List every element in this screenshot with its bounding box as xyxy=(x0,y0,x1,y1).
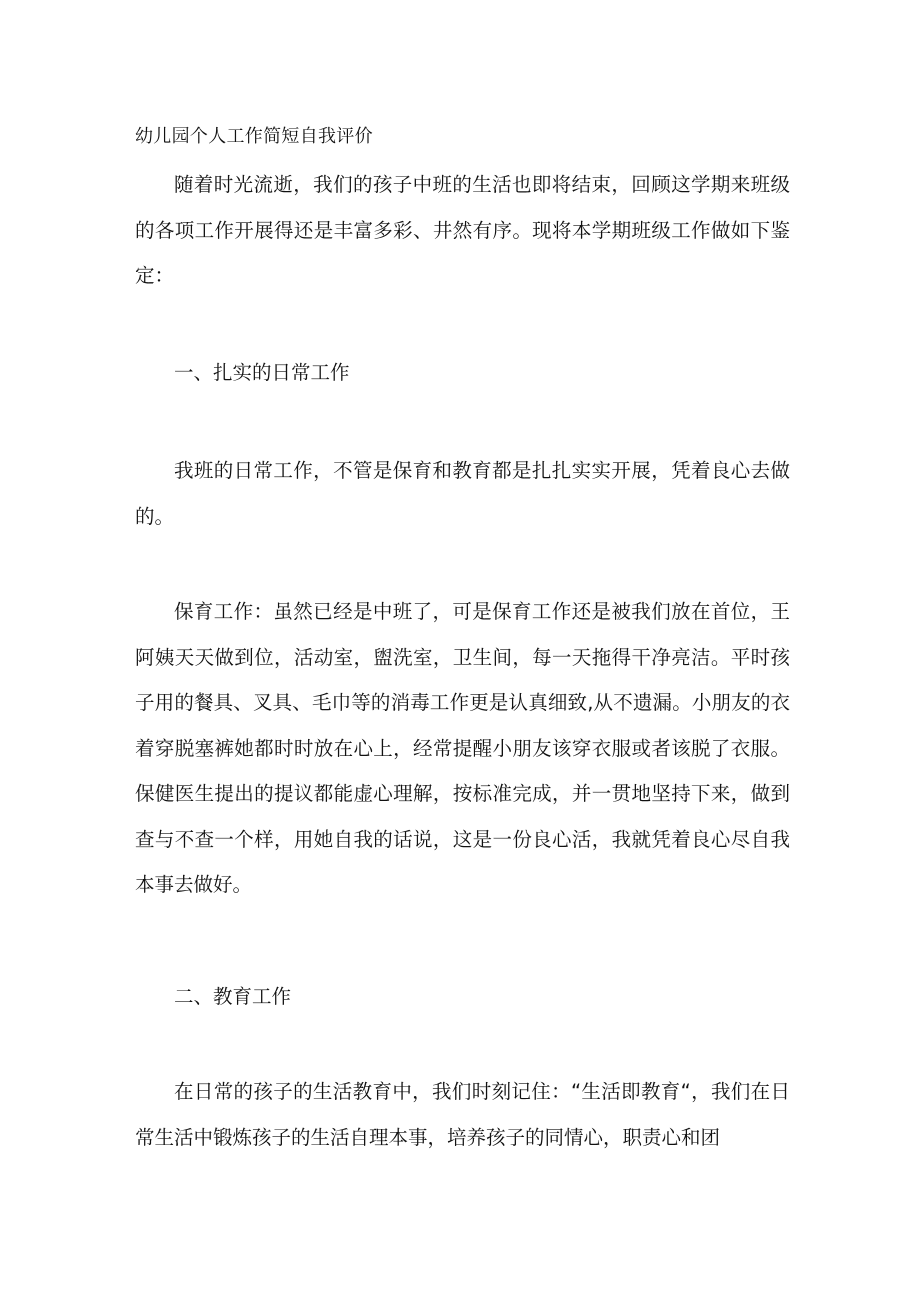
section-heading-daily-work: 一、扎实的日常工作 xyxy=(174,361,350,384)
intro-paragraph: 随着时光流逝，我们的孩子中班的生活也即将结束，回顾这学期来班级的各项工作开展得还是丰富多彩、井然有序。现将本学期班级工作做如下鉴定： xyxy=(135,173,790,287)
daily-work-paragraph: 我班的日常工作，不管是保育和教育都是扎扎实实开展，凭着良心去做的。 xyxy=(135,459,790,528)
document-title: 幼儿园个人工作简短自我评价 xyxy=(135,126,373,147)
care-work-paragraph: 保育工作：虽然已经是中班了，可是保育工作还是被我们放在首位，王阿姨天天做到位，活动室，盥洗室，卫生间，每一天拖得干净亮洁。平时孩子用的餐具、叉具、毛巾等的消毒工作更是认真细致,从不遗漏。小朋友的衣着穿脱塞裤她都时时放在心上，经常提醒小朋友该穿衣服或者该脱了衣服。保健医生提出的提议都能虚心理解，按标准完成，并一贯地坚持下来，做到查与不查一个样，用她自我的话说，这是一份良心活，我就凭着良心尽自我本事去做好。 xyxy=(135,600,790,896)
section-heading-education-work: 二、教育工作 xyxy=(174,985,292,1008)
education-work-paragraph: 在日常的孩子的生活教育中，我们时刻记住：“生活即教育“，我们在日常生活中锻炼孩子的生活自理本事，培养孩子的同情心，职责心和团 xyxy=(135,1080,790,1149)
